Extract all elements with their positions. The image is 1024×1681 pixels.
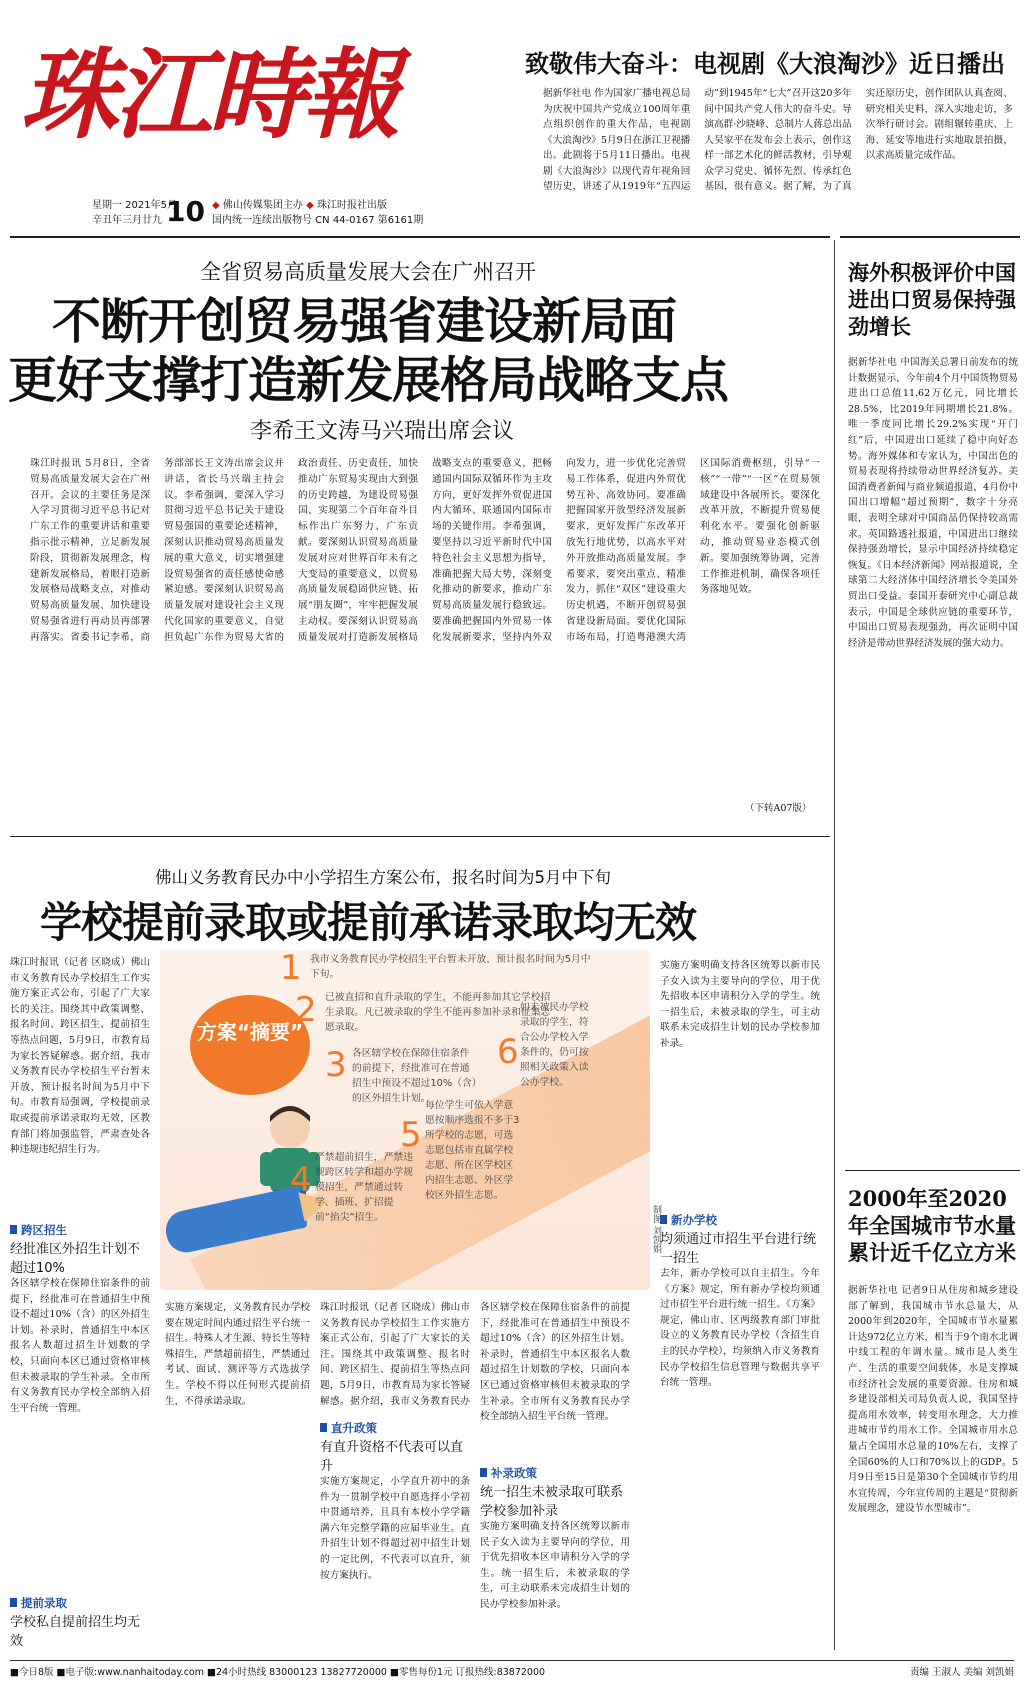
section-label: 提前录取 <box>10 1595 150 1611</box>
divider <box>10 236 830 238</box>
summary-illustration <box>160 950 650 1290</box>
step-text: 各区辖学校在保障住宿条件的前提下，经批准可在普通招生中预设不超过10%（含）的区外招生计划。 <box>352 1048 477 1104</box>
day-number: 10 <box>166 195 205 228</box>
illustration-credit: 制图 刘凯娟 <box>651 1205 661 1253</box>
school-lede: 珠江时报讯（记者 区晓成）佛山市义务教育民办学校招生工作实施方案正式公布，引起了广大家长的关注。围绕其中政策调整、报名时间、跨区招生、提前招生等热点问题，5月9日，市教育局为家长答疑解惑。据介绍，我市义务教育民办学校招生平台暂未开放，预计报名时间为5月中下旬。市教育局强调，学校提前录取或提前承诺录取均无效，区教育部门将加强监管，严肃查处各种违规违纪招生行为。 <box>10 957 150 1156</box>
section-headline: 有直升资格不代表可以直升 <box>320 1440 464 1474</box>
divider <box>840 236 1020 238</box>
step-text: 严禁超前招生，严禁违规跨区转学和超办学规模招生，严禁通过转学、插班、扩招提前“掐尖”招生。 <box>315 1152 413 1223</box>
side-story-2-body: 据新华社电 记者9日从住房和城乡建设部了解到，我国城市节水总量大，从2000年到2020年，全国城市节水量累计达972亿立方米，相当于9个南水北调中线工程的年调水量。城市是人类生产、生活的重要空间载体，水是支撑城市经济社会发展的重要资源。住房和城乡建设部相关司局负责人说，我国坚持提高用水效率，转变用水理念，大力推进城市节约用水工作。全国城市用水总量占全国用水总量的10%左右，支撑了全国60%的人口和70%以上的GDP。5月9日至15日是第30个全国城市节约用水宣传周，今年宣传周的主题是“贯彻新发展理念，建设节水型城市”。 <box>848 1285 1018 1515</box>
masthead-logo: 珠江時報 <box>20 38 397 153</box>
lead-jump[interactable]: （下转A07版） <box>745 803 812 814</box>
section-new-school <box>660 1212 820 1646</box>
step-text: 如未被民办学校录取的学生，符合公办学校入学条件的，仍可按照相关政策入读公办学校。 <box>520 1002 589 1088</box>
dateline <box>92 198 177 228</box>
section-label: 直升政策 <box>320 1420 470 1436</box>
section-body: 去年，新办学校可以自主招生。今年《方案》规定，所有新办学校均须通过市招生平台进行统一招生。《方案》规定，佛山市、区两级教育部门审批设立的义务教育民办学校（含招生自主的民办学校），均须纳入市义务教育民办学校招生信息管理与数据共享平台统一管理。 <box>660 1268 820 1389</box>
section-early-admission <box>10 1595 150 1649</box>
publisher2: 珠江时报社出版 <box>316 200 387 211</box>
step-number: 3 <box>325 1045 347 1085</box>
weekday-date: 星期一 2021年5月 <box>92 200 177 211</box>
school-headline[interactable]: 学校提前录取或提前承诺录取均无效 <box>40 898 697 947</box>
section-label: 跨区招生 <box>10 1222 150 1238</box>
side-story-1-title[interactable]: 海外积极评价中国进出口贸易保持强劲增长 <box>848 260 1016 339</box>
publisher-logo-icon: ◆ <box>212 200 220 211</box>
divider <box>845 1170 1020 1171</box>
step-text: 我市义务教育民办学校招生平台暂未开放，预计报名时间为5月中下旬。 <box>310 954 591 980</box>
lead-headline-2[interactable]: 更好支撑打造新发展格局战略支点 <box>8 352 729 409</box>
section-cross-district <box>10 1222 150 1486</box>
footer-editors: 责编 王淑人 美编 刘凯娟 <box>909 1667 1014 1678</box>
section-body: 实施方案明确支持各区统筹以新市民子女入读为主要导向的学位，用于优先招收本区申请积分入学的学生。统一招生后，未被录取的学生，可主动联系未完成招生计划的民办学校参加补录。 <box>480 1521 630 1610</box>
lead-body: 珠江时报讯 5月8日，全省贸易高质量发展大会在广州召开。会议的主要任务是深入学习贯彻习近平总书记对广东工作的重要讲话和重要指示批示精神，立足新发展阶段，贯彻新发展理念，构建新发展格局，着眼打造新发展格局战略支点，对推动贸易高质量发展、加快建设贸易强省进行再动员再部署再落实。省委书记李希，商务部部长王文涛出席会议并讲话，省长马兴瑞主持会议。李希强调，要深入学习贯彻习近平总书记关于建设贸易强国的重要论述精神，深刻认识推动贸易高质量发展的重大意义，切实增强建设贸易强省的责任感使命感紧迫感。要深刻认识贸易高质量发展对建设社会主义现代化国家的重要意义，自觉担负起广东作为贸易大省的政治责任、历史责任，加快推动广东贸易实现由大到强的历史跨越，为建设贸易强国、实现第二个百年奋斗目标作出广东努力、广东贡献。要深刻认识贸易高质量发展对应对世界百年未有之大变局的重要意义，以贸易高质量发展稳固供应链、拓展“朋友圈”，牢牢把握发展主动权。要深刻认识贸易高质量发展对打造新发展格局战略支点的重要意义，把畅通国内国际双循环作为主攻方向，更好发挥外贸促进国内大循环、联通国内国际市场的关键作用。李希强调，要坚持以习近平新时代中国特色社会主义思想为指导，准确把握大局大势，深刻变化推动的新要求，推动广东贸易高质量发展行稳致远。要准确把握国内外贸易一体化发展新要求，坚持内外双向发力，进一步优化完善贸易工作体系，促进内外贸优势互补、高效协同。要准确把握国家开放型经济发展新要求，更好发挥广东改革开放先行地优势，以高水平对外开放推动高质量发展。李希要求，要突出重点、精准发力，抓住“双区”建设重大历史机遇，不断开创贸易强省建设新局面。要优化国际市场布局，打造粤港澳大湾区国际消费枢纽，引导“一核”“一带”“一区”在贸易领域建设中各展所长。要深化改革开放，不断提升贸易便利化水平。要强化创新驱动，推动贸易业态模式创新。要加强统筹协调，完善工作推进机制，确保各项任务落地见效。 <box>30 458 820 643</box>
publisher2-logo-icon: ◆ <box>306 200 314 211</box>
section-direct-promotion <box>320 1420 470 1654</box>
section-label: 新办学校 <box>660 1212 820 1228</box>
school-body-mid: 珠江时报讯（记者 区晓成）佛山市义务教育民办学校招生工作实施方案正式公布，引起了广大家长的关注。围绕其中政策调整、报名时间、跨区招生、提前招生等热点问题，5月9日，市教育局为家长答疑解惑。据介绍，我市义务教育民办 <box>320 1302 470 1407</box>
section-early-admission-body: 实施方案规定，义务教育民办学校要在规定时间内通过招生平台统一招生。特殊人才生源、特长生等特殊招生，严禁超前招生，严禁通过考试、面试、测评等方式选拔学生。学校不得以任何形式提前招生，不得承诺录取。 <box>165 1302 310 1407</box>
top-story-body: 据新华社电 作为国家广播电视总局为庆祝中国共产党成立100周年重点组织创作的重大作品，电视剧《大浪淘沙》5月9日在浙江卫视播出。此剧将于5月11日播出。电视剧《大浪淘沙》以现代青年视角回望历史，讲述了从1919年“五四运动”到1945年“七大”召开这20多年间中国共产党人伟大的奋斗史。导演高群·沙晓峰、总制片人蒋总出品人吴家平在发布会上表示，创作这样一部艺术化的鲜活教材，引导观众学习党史、循怀先烈、传承红色基因，很有意义。据了解，为了真实还原历史，创作团队认真查阅、研究相关史料，深入实地走访，多次举行研讨会。剧组辗转重庆、上海、延安等地进行实地取景拍摄，以求高质量完成作品。 <box>543 88 1013 192</box>
school-col-right: 实施方案明确支持各区统筹以新市民子女入读为主要导向的学位，用于优先招收本区申请积分入学的学生。统一招生后，未被录取的学生，可主动联系未完成招生计划的民办学校参加补录。 <box>660 960 820 1049</box>
school-body-right: 各区辖学校在保障住宿条件的前提下，经批准可在普通招生中预设不超过10%（含）的区外招生计划。补录时，普通招生中本区报名人数超过招生计划数的学校，只面向本区已通过资格审核但未被录取的学生补录。全市所有义务教育民办学校全部纳入招生平台统一管理。 <box>480 1302 630 1423</box>
step-number: 6 <box>497 1032 519 1072</box>
summary-bubble: 方案“摘要” <box>190 995 310 1095</box>
section-headline: 学校私自提前招生均无效 <box>10 1615 141 1649</box>
lead-kicker: 全省贸易高质量发展大会在广州召开 <box>200 260 536 284</box>
side-story-2-title[interactable]: 2000年至2020年全国城市节水量累计近千亿立方米 <box>848 1186 1016 1265</box>
step-text: 每位学生可依入学意愿按顺序选报不多于3所学校的志愿，可选志愿包括市直属学校志愿、所在区学校区内招生志愿、外区学校区外招生志愿。 <box>425 1100 520 1201</box>
lunar-date: 辛丑年三月廿九 <box>92 215 162 226</box>
divider <box>10 836 830 837</box>
serial-number: 国内统一连续出版物号 CN 44-0167 第6161期 <box>212 215 424 226</box>
lead-headline-1[interactable]: 不断开创贸易强省建设新局面 <box>52 293 677 350</box>
step-number: 4 <box>290 1160 312 1200</box>
footer <box>10 1660 1014 1678</box>
step-number: 5 <box>400 1115 422 1155</box>
section-body: 各区辖学校在保障住宿条件的前提下，经批准可在普通招生中预设不超过10%（含）的区外招生计划。补录时，普通招生中本区报名人数超过招生计划数的学校，只面向本区已通过资格审核但未被录取的学生补录。全市所有义务教育民办学校全部纳入招生平台统一管理。 <box>10 1278 150 1414</box>
column-divider <box>834 240 835 1650</box>
section-body: 实施方案规定，小学直升初中的条件为一贯制学校中自愿选择小学初中贯通培养，且具有本校小学学籍满六年完整学籍的应届毕业生。直升招生计划不得超过初中招生计划的一定比例，不代表可以直升，须按方案执行。 <box>320 1476 470 1581</box>
school-kicker: 佛山义务教育民办中小学招生方案公布，报名时间为5月中下旬 <box>155 868 611 887</box>
section-headline: 均须通过市招生平台进行统一招生 <box>660 1232 817 1266</box>
section-supplementary <box>480 1465 630 1649</box>
section-headline: 统一招生未被录取可联系学校参加补录 <box>480 1485 624 1519</box>
publisher: 佛山传媒集团主办 <box>222 200 303 211</box>
publisher-block <box>212 198 423 228</box>
section-headline: 经批准区外招生计划不超过10% <box>10 1242 141 1276</box>
footer-info: ■今日8版 ■电子版:www.nanhaitoday.com ■24小时热线 83000123 13827720000 ■零售每份1元 订报热线:83872000 <box>10 1667 546 1678</box>
top-story-headline[interactable]: 致敬伟大奋斗：电视剧《大浪淘沙》近日播出 <box>525 50 1005 78</box>
step-number: 2 <box>295 990 317 1030</box>
lead-subhead: 李希王文涛马兴瑞出席会议 <box>250 419 515 444</box>
step-text: 已被直招和直升录取的学生，不能再参加其它学校招生录取。凡已被录取的学生不能再参加补录和征集志愿录取。 <box>325 992 551 1033</box>
step-number: 1 <box>280 950 302 988</box>
section-label: 补录政策 <box>480 1465 630 1481</box>
side-story-1-body: 据新华社电 中国海关总署日前发布的统计数据显示，今年前4个月中国货物贸易进出口总值11.62万亿元，同比增长28.5%，比2019年同期增长21.8%。唯一季度同比增长29.2%实现“开门红”后，中国进出口延续了稳中向好态势。海外媒体和专家认为，中国出色的贸易表现将持续带动世界经济复苏。美国消费者新闻与商业频道报道，4月份中国出口增幅“超过预期”，数字十分亮眼，表明全球对中国商品仍保持较高需求。英国路透社报道，中国进出口继续保持强劲增长，显示中国经济持续稳定恢复。《日本经济新闻》网站报道说，全球第二大经济体中国经济增长令美国外贸出口受益。泰国开泰研究中心副总裁表示，中国是全球供应链的重要环节，中国出口贸易表现强劲，再次证明中国经济是带动世界经济发展的强大动力。 <box>848 357 1018 649</box>
